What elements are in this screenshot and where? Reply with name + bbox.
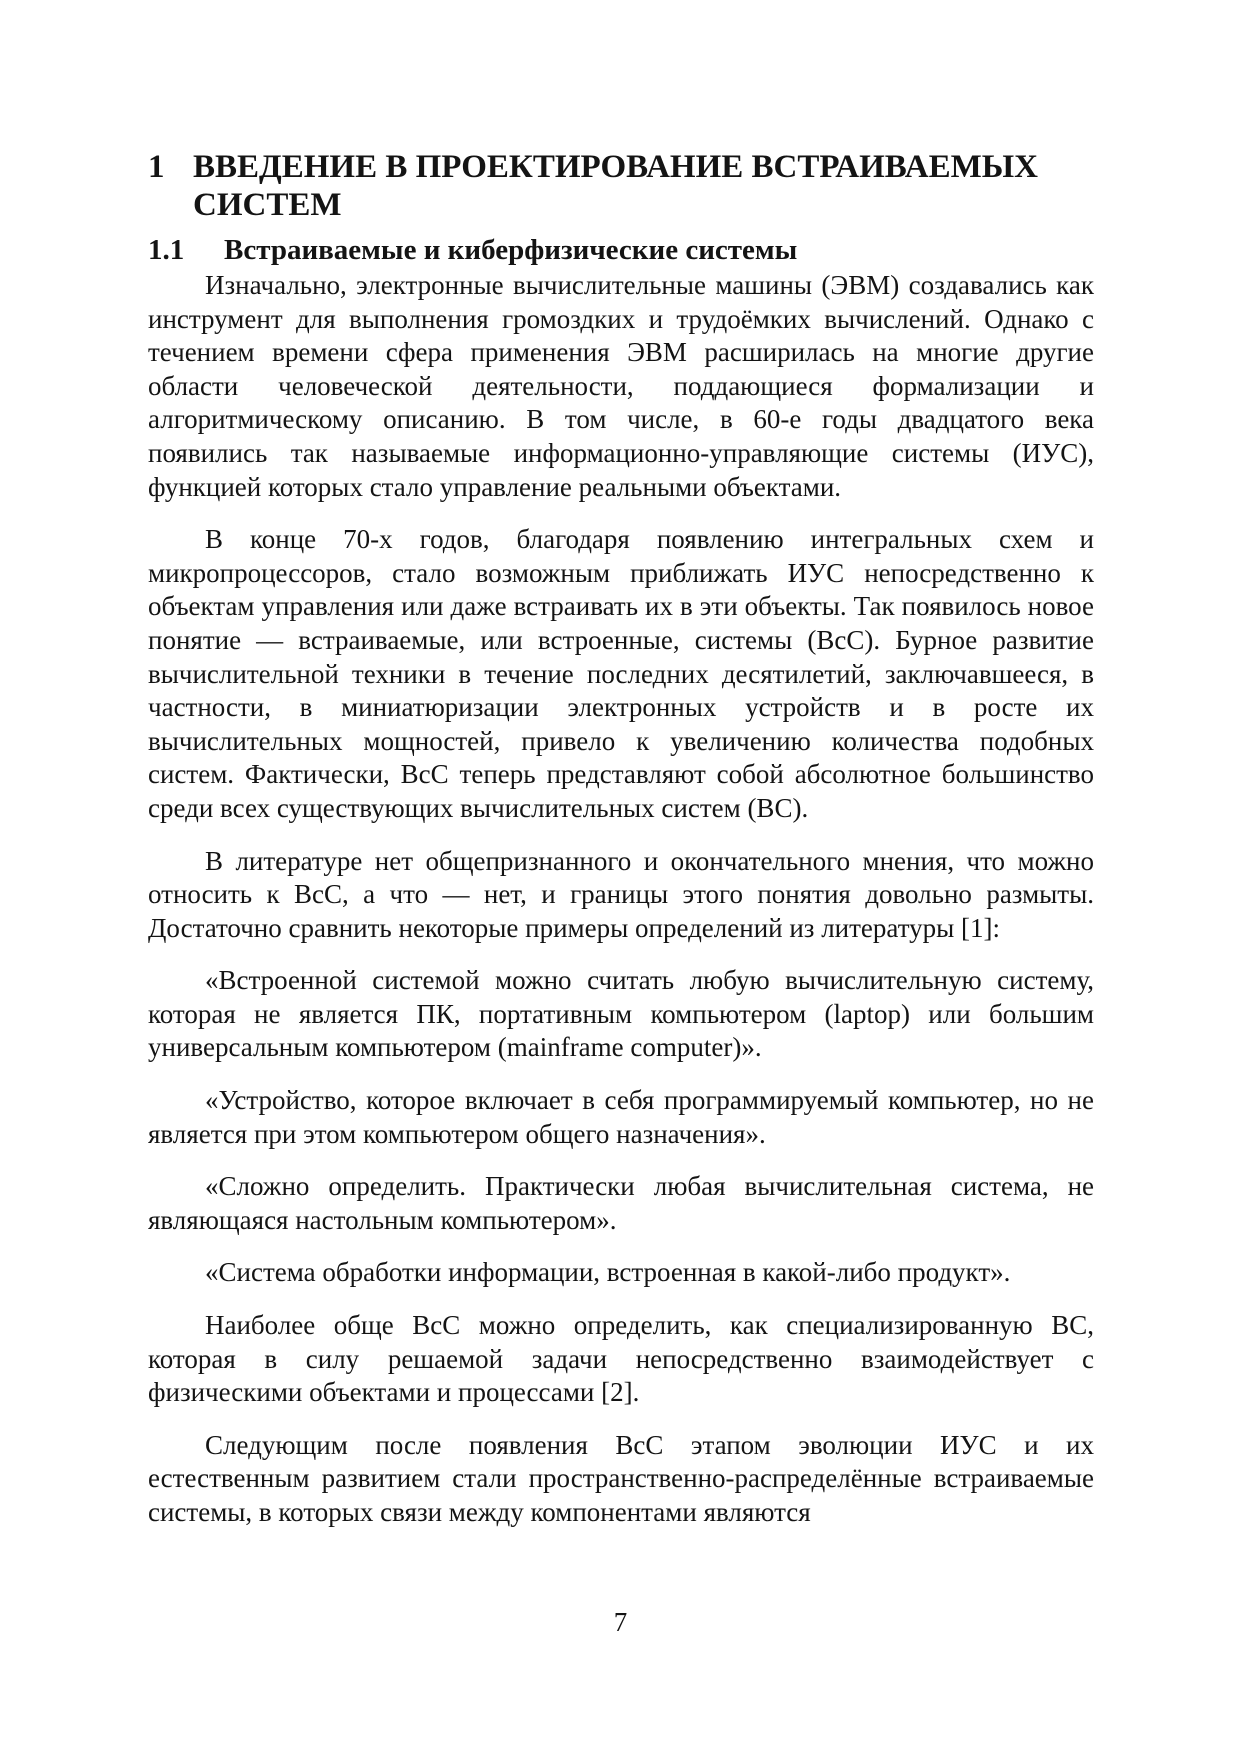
paragraph: В литературе нет общепризнанного и окончательного мнения, что можно относить к ВсС, а что — нет, и границы этого понятия довольно размыты. Достаточно сравнить некоторые примеры определений из литературы [1]: (148, 845, 1094, 943)
paragraph: Наиболее обще ВсС можно определить, как специализированную ВС, которая в силу решаемой задачи непосредственно взаимодействует с физическими объектами и процессами [2]. (148, 1310, 1094, 1408)
paragraph: Изначально, электронные вычислительные машины (ЭВМ) создавались как инструмент для выполнения громоздких и трудоёмких вычислений. Однако с течением времени сфера применения ЭВМ расширилась на многие другие области человеческой деятельности, поддающиеся формализации и алгоритмическому описанию. В том числе, в 60-е годы двадцатого века появились так называемые информационно-управляющие системы (ИУС), функцией которых стало управление реальными объектами. (148, 270, 1094, 502)
paragraph: Следующим после появления ВсС этапом эволюции ИУС и их естественным развитием стали пространственно-распределённые встраиваемые системы, в которых связи между компонентами являются (148, 1429, 1094, 1527)
quote-paragraph: «Сложно определить. Практически любая вычислительная система, не являющаяся настольным компьютером». (148, 1171, 1094, 1235)
chapter-number: 1 (148, 149, 165, 185)
chapter-title: ВВЕДЕНИЕ В ПРОЕКТИРОВАНИЕ ВСТРАИВАЕМЫХ СИСТЕМ (193, 149, 1038, 223)
section-number: 1.1 (148, 234, 185, 266)
chapter-heading (148, 148, 1094, 224)
quote-paragraph: «Встроенной системой можно считать любую вычислительную систему, которая не является ПК, портативным компьютером (laptop) или большим универсальным компьютером (mainframe computer)». (148, 965, 1094, 1063)
body-text (148, 269, 1094, 1530)
section-heading (148, 233, 1094, 267)
quote-paragraph: «Устройство, которое включает в себя программируемый компьютер, но не является при этом компьютером общего назначения». (148, 1085, 1094, 1149)
document-page (148, 148, 1094, 1549)
page-number: 7 (613, 1607, 628, 1637)
quote-paragraph: «Система обработки информации, встроенная в какой-либо продукт». (205, 1257, 1011, 1288)
paragraph: В конце 70-х годов, благодаря появлению интегральных схем и микропроцессоров, стало возможным приближать ИУС непосредственно к объектам управления или даже встраивать их в эти объекты. Так появилось новое понятие — встраиваемые, или встроенные, системы (ВсС). Бурное развитие вычислительной техники в течение последних десятилетий, заключавшееся, в частности, в миниатюризации электронных устройств и в росте их вычислительных мощностей, привело к увеличению количества подобных систем. Фактически, ВсС теперь представляют собой абсолютное большинство среди всех существующих вычислительных систем (ВС). (148, 524, 1094, 823)
section-title: Встраиваемые и киберфизические системы (224, 234, 798, 266)
